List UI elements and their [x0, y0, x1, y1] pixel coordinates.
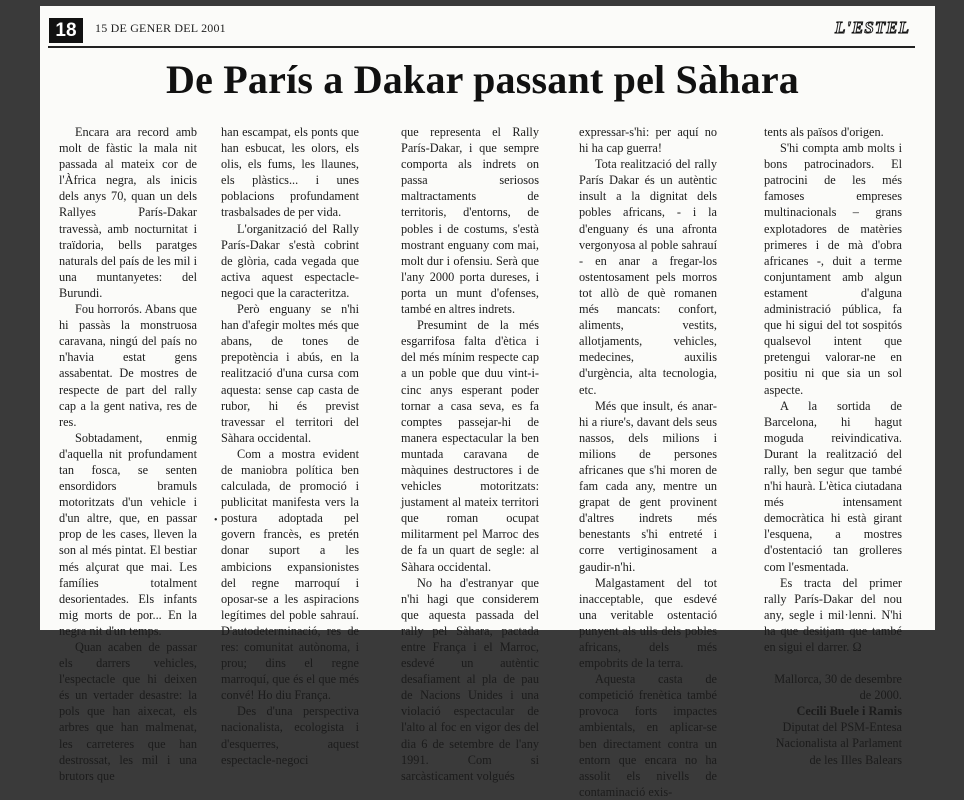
article-column-1	[59, 124, 197, 784]
masthead-logo: L'ESTEL	[834, 18, 910, 37]
paragraph: Es tracta del primer rally París-Dakar del nou any, segle i mil·lenni. N'hi ha que desitjam que també en sigui el darrer. Ω	[764, 575, 902, 654]
paragraph: expressar-s'hi: per aquí no hi ha cap guerra!	[579, 125, 717, 156]
issue-date: 15 DE GENER DEL 2001	[95, 21, 226, 35]
paragraph: Però enguany se n'hi han d'afegir moltes més que abans, de tones de prepotència i abús, en la realització d'una cursa com aquesta: sense cap casta de rubor, hi és previst travessar el territori del Sàhara occidental.	[221, 302, 359, 445]
article-column-2	[221, 124, 359, 768]
paragraph: Des d'una perspectiva nacionalista, ecologista i d'esquerres, aquest espectacle-negoci	[221, 704, 359, 767]
signoff-place-date: Mallorca, 30 de desembre de 2000.	[774, 672, 902, 703]
article-column-3	[401, 124, 539, 784]
paragraph: Sobtadament, enmig d'aquella nit profundament tan fosca, se senten ensordidors bramuls motoritzats d'un vehicle i d'un altre, que, en passar prop de les cases, lleven la son al més pintat. El bestiar més alçurat que mai. Les famílies totalment desorientades. Els infants mig morts de por... En la negra nit d'un temps.	[59, 430, 197, 638]
paragraph: Malgastament del tot inacceptable, que esdevé una veritable ostentació punyent als ulls dels pobles africans, dels més empobrits de la terra.	[579, 575, 717, 671]
paragraph: L'organització del Rally París-Dakar s'està cobrint de glòria, cada vegada que activa aquest espectacle-negoci que la caracteritza.	[221, 221, 359, 300]
paragraph: Encara ara record amb molt de fàstic la mala nit passada al mateix cor de l'Àfrica negra, als inicis dels anys 70, quan un dels Rallyes París-Dakar travessà, amb nocturnitat i traïdoria, bells paratges naturals del país de les mil i una muntanyetes: del Burundi.	[59, 125, 197, 300]
paragraph: han escampat, els ponts que han esbucat, les olors, els olis, els fums, les llaunes, els plàstics... i unes poblacions profundament trasbalsades de per vida.	[221, 125, 359, 220]
article-column-5	[764, 124, 902, 768]
paragraph: No ha d'estranyar que n'hi hagi que considerem que aquesta passada del rally pel Sàhara, pactada entre França i el Marroc, esdevé un autèntic desafiament al pla de pau de Nacions Unides i una violació espectacular de l'alto al foc en vigor des del dia 6 de setembre de l'any 1991. Com si sarcàsticament volgués	[401, 575, 539, 783]
paragraph: Tota realització del rally París Dakar és un autèntic insult a la dignitat dels pobles africans, - i la d'enguany és una afronta vergonyosa al poble sahrauí - en anar a fregar-los ostentosament pels morros tot allò de què romanen més mancats: confort, aliments, vestits, allotjaments, vehicles, medecines, auxilis d'urgència, alta tecnologia, etc.	[579, 157, 717, 397]
newspaper-page	[40, 6, 935, 799]
paragraph: Presumint de la més esgarrifosa falta d'ètica i del més mínim respecte cap a un poble que duu vint-i-cinc anys esperant poder tornar a casa seva, es fa comptes passejar-hi de manera espectacular la ben muntada caravana de màquines destructores i de vehicles motoritzats: justament al mateix territori que roman ocupat militarment pel Marroc des de fa un quart de segle: al Sàhara occidental.	[401, 318, 539, 574]
paragraph: Fou horrorós. Abans que hi passàs la monstruosa caravana, ningú del país no n'havia estat gens assabentat. De mostres de respecte de part del rally cap a la gent nativa, res de res.	[59, 302, 197, 429]
paragraph: A la sortida de Barcelona, hi hagut moguda reivindicativa. Durant la realització del rally, ben segur que també n'hi haurà. L'ètica ciutadana més intensament democràtica hi està girant l'esquena, a mostres d'ostentació tan grolleres com l'esmentada.	[764, 398, 902, 574]
page-number: 18	[49, 18, 83, 43]
article-column-4	[579, 124, 717, 800]
author-role: Diputat del PSM-Entesa Nacionalista al Parlament de les Illes Balears	[775, 720, 902, 767]
article-headline: De París a Dakar passant pel Sàhara	[166, 57, 799, 102]
paragraph: Aquesta casta de competició frenètica també provoca forts impactes ambientals, en aplicar-se ben directament contra un entorn que encara no ha assolit els nivells de contaminació exis-	[579, 672, 717, 799]
column-bullet-mark: •	[214, 515, 218, 526]
paragraph: S'hi compta amb molts i bons patrocinadors. El patrocini de les més famoses empreses multinacionals – grans explotadores de matèries primeres i de mà d'obra africanes -, duit a terme conjuntament amb algun estament d'alguna administració pública, fa que hi sigui del tot sospitós qualsevol intent que pretengui valorar-ne en positiu ni que sia un sol aspecte.	[764, 141, 902, 397]
paragraph: Més que insult, és anar-hi a riure's, davant dels seus nassos, dels milions i milions de persones africanes que s'hi moren de fam cada any, mentre un grapat de gent provinent d'altres indrets més benestants s'hi entreté i corre vertiginosament a gaudir-n'hi.	[579, 398, 717, 574]
author-name: Cecili Buele i Ramis	[796, 704, 902, 719]
paragraph: Com a mostra evident de maniobra política ben calculada, de promoció i publicitat manifesta vers la postura adoptada pel govern francès, es pretén donar suport a les ambicions expansionistes del regne marroquí i oposar-se a les aspiracions legítimes del poble sahrauí. D'autodeterminació, res de res: comunitat autònoma, i prou; dins el regne marroquí, que és el que més convé! Ho diu França.	[221, 446, 359, 703]
paragraph: tents als països d'origen.	[764, 125, 884, 139]
paragraph: que representa el Rally París-Dakar, i que sempre comporta als indrets on passa seriosos maltractaments de territoris, d'entorns, de pobles i de costums, s'està mostrant enguany com mai, molt dur i ofensiu. Serà que l'any 2000 porta dureses, i porta un munt d'ofenses, també en altres indrets.	[401, 125, 539, 317]
header-rule	[48, 46, 915, 48]
paragraph: Quan acaben de passar els darrers vehicles, l'espectacle que hi deixen és un vertader desastre: la pols que han aixecat, els arbres que han malmenat, les carreteres que han destrossat, les mil i una brutors que	[59, 640, 197, 783]
